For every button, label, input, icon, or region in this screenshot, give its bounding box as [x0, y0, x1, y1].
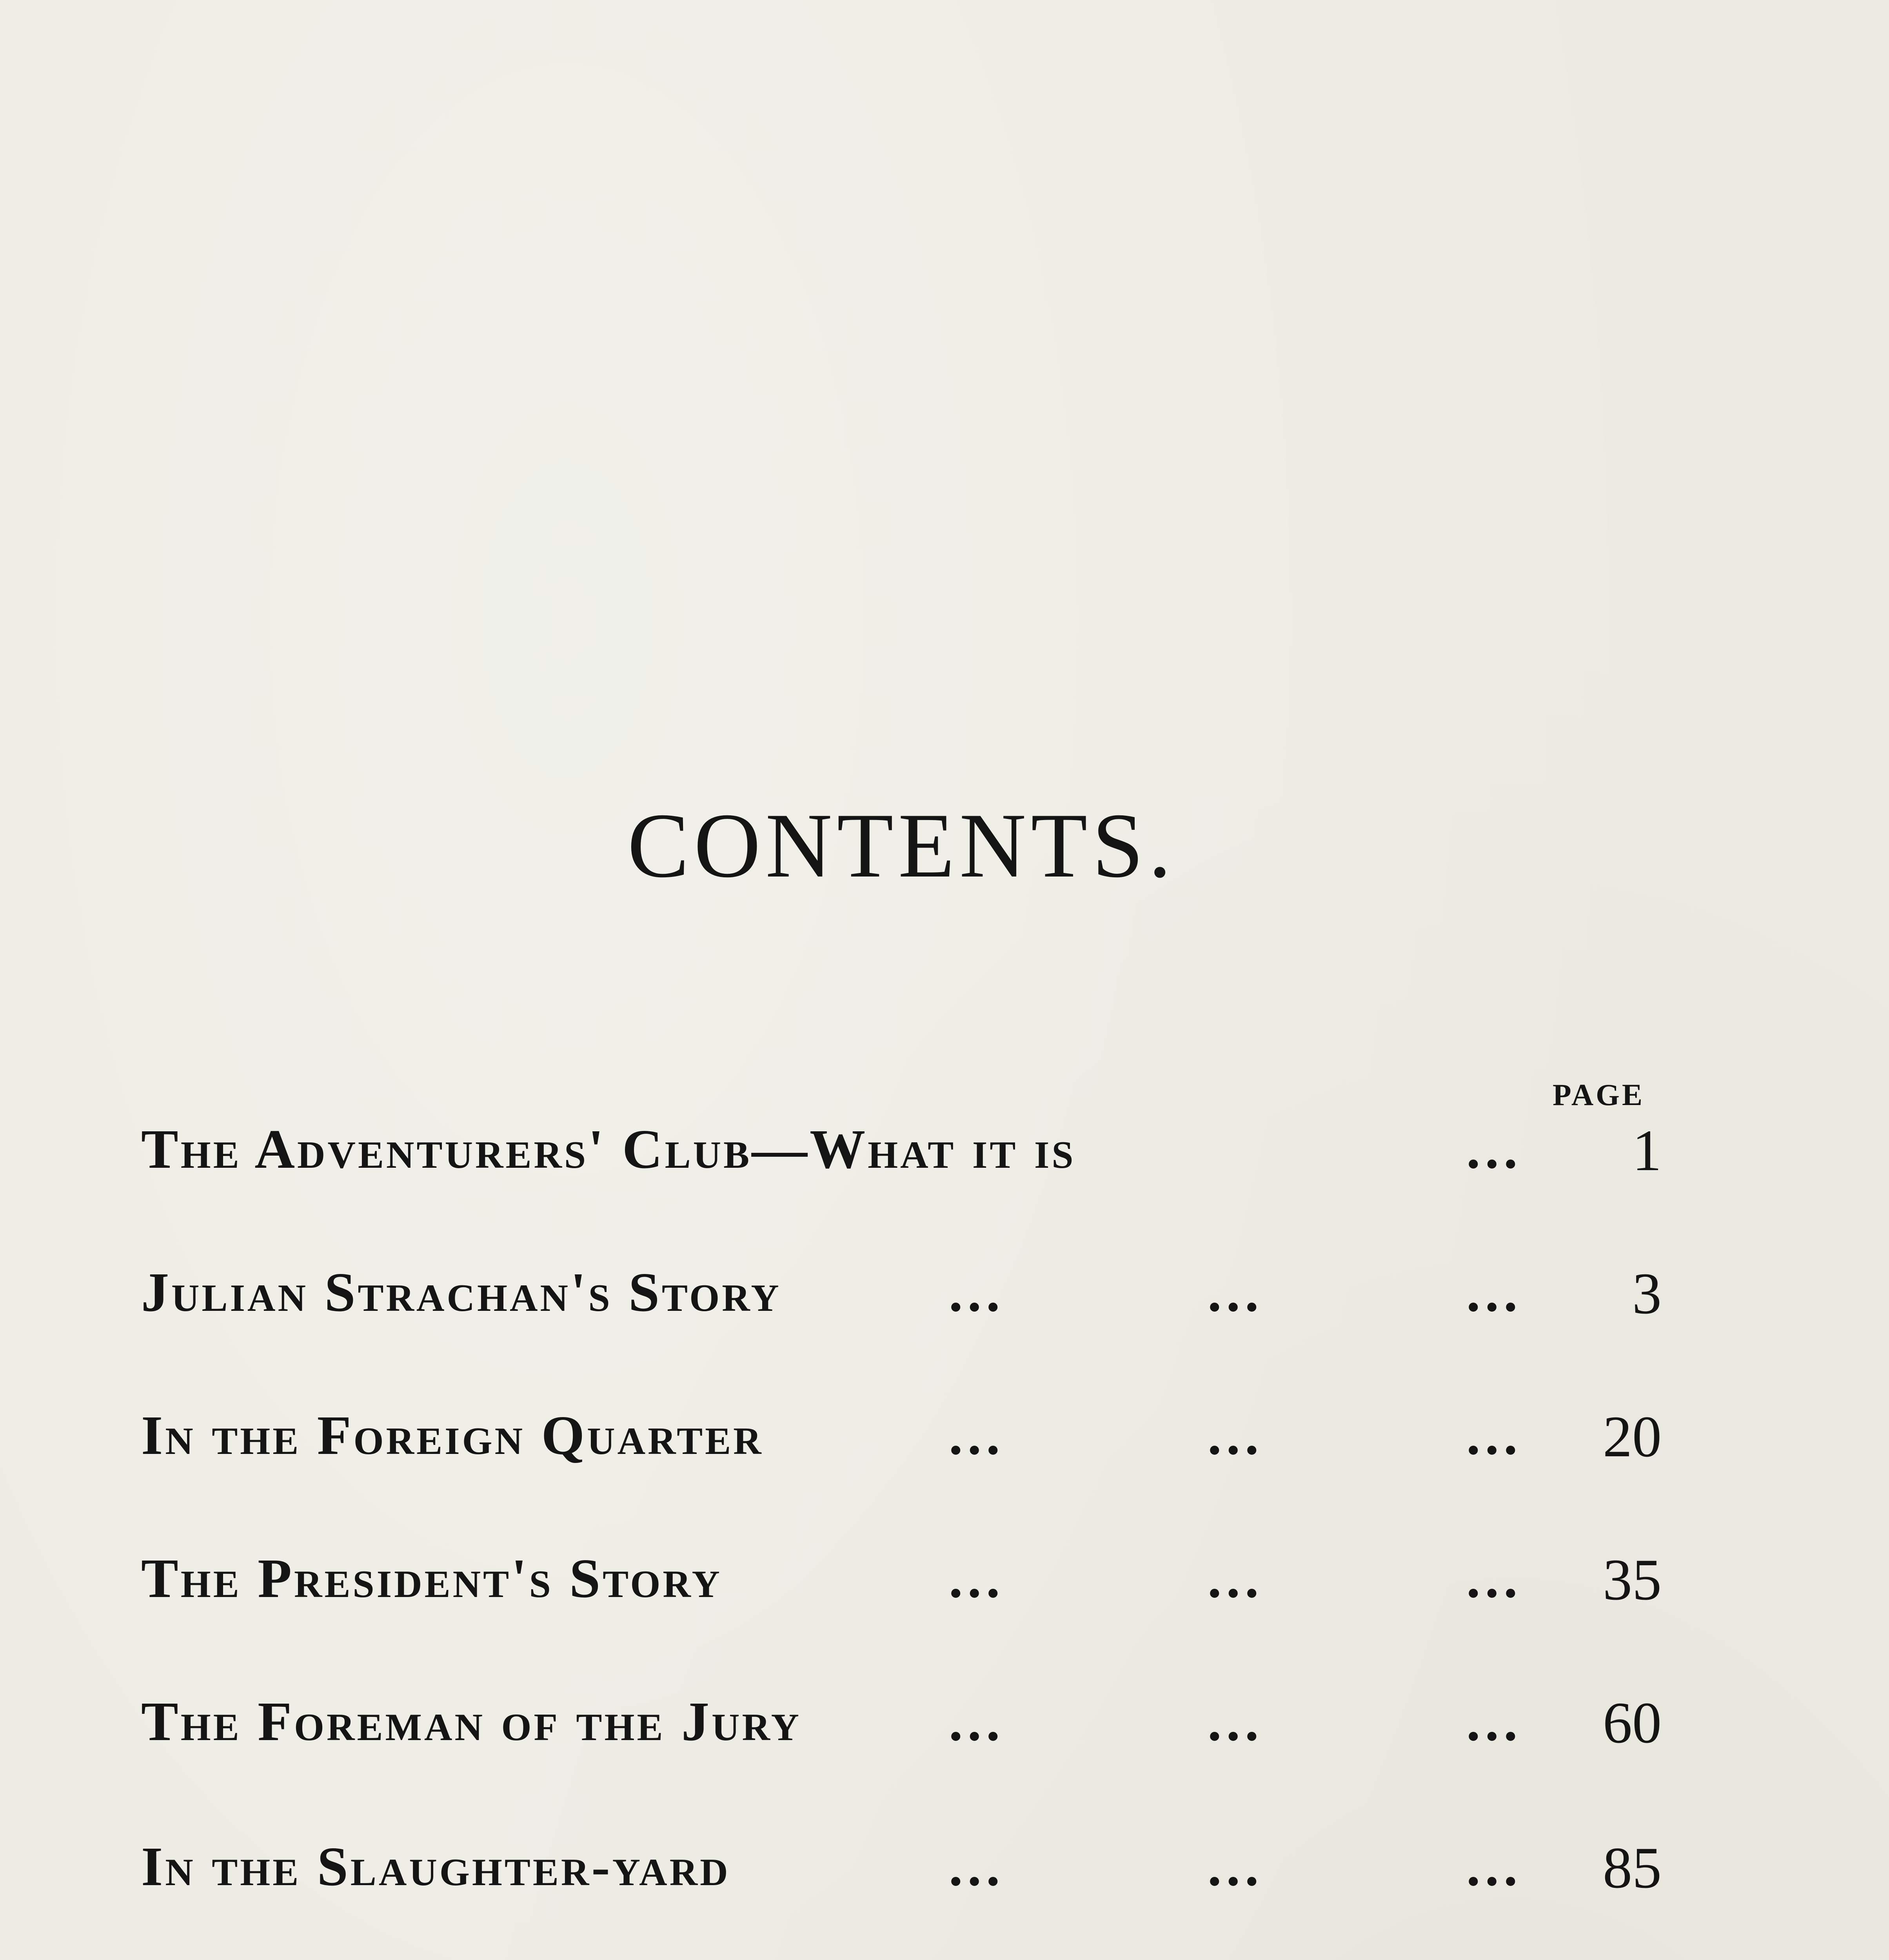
- dot-leader: ...: [1208, 1835, 1264, 1897]
- toc-entry-title: In the Foreign Quarter: [141, 1404, 764, 1466]
- dot-leader: ...: [949, 1690, 1005, 1752]
- dot-leader: ...: [1466, 1261, 1522, 1323]
- toc-entry: [0, 1404, 1889, 1486]
- dot-leader: ...: [949, 1547, 1005, 1609]
- dot-leader: ...: [1466, 1404, 1522, 1466]
- page-column-label: PAGE: [1553, 1078, 1645, 1112]
- toc-entry-page: 85: [1603, 1835, 1662, 1900]
- dot-leader: ...: [1466, 1690, 1522, 1752]
- dot-leader: ...: [1208, 1404, 1264, 1466]
- dot-leader: ...: [1208, 1547, 1264, 1609]
- dot-leader: ...: [1208, 1690, 1264, 1752]
- toc-entry-title: The Foreman of the Jury: [141, 1690, 802, 1752]
- toc-entry: [0, 1261, 1889, 1343]
- toc-entry-title: The President's Story: [141, 1547, 722, 1609]
- toc-entry-title: In the Slaughter-yard: [141, 1835, 730, 1897]
- toc-entry-page: 1: [1632, 1118, 1662, 1183]
- toc-entry-page: 60: [1603, 1690, 1662, 1755]
- dot-leader: ...: [1208, 1261, 1264, 1323]
- dot-leader: ...: [949, 1404, 1005, 1466]
- toc-entry: [0, 1547, 1889, 1629]
- dot-leader: ...: [1466, 1835, 1522, 1897]
- toc-entry-title: The Adventurers' Club—What it is: [141, 1118, 1076, 1180]
- toc-entry: [0, 1118, 1889, 1200]
- toc-entry-page: 3: [1632, 1261, 1662, 1326]
- dot-leader: ...: [1466, 1547, 1522, 1609]
- dot-leader: ...: [949, 1261, 1005, 1323]
- toc-entry-page: 35: [1603, 1547, 1662, 1612]
- dot-leader: ...: [949, 1835, 1005, 1897]
- toc-entry: [0, 1835, 1889, 1917]
- dot-leader: ...: [1466, 1118, 1522, 1180]
- toc-entry-page: 20: [1603, 1404, 1662, 1469]
- toc-entry: [0, 1690, 1889, 1772]
- contents-title: CONTENTS.: [627, 795, 1176, 897]
- toc-entry-title: Julian Strachan's Story: [141, 1261, 781, 1323]
